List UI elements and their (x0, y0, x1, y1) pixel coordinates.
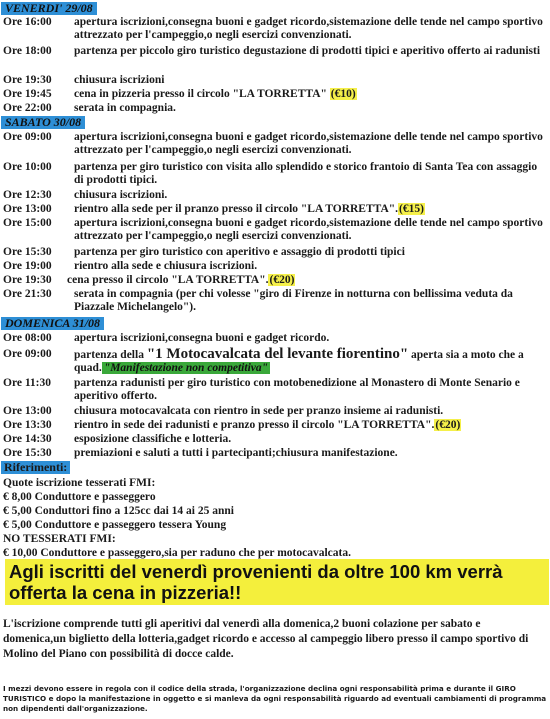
item-time: Ore 08:00 (3, 332, 52, 344)
item-time: Ore 19:30 (3, 74, 52, 86)
pizzeria-offer-banner: Agli iscritti del venerdì provenienti da oltre 100 km verrà offerta la cena in pizzeria!! (5, 559, 549, 605)
item-text: partenza per giro turistico con visita allo splendido e storico frantoio di Santa Tea con assaggio di prodotti tipici. (74, 161, 538, 186)
item-text: aperta sia a moto che a quad. (74, 349, 524, 374)
item-time: Ore 19:30 (3, 274, 52, 286)
item-text: serata in compagnia (per chi volesse "giro di Firenze in notturna con bellissima veduta da Piazzale Michelangelo"). (74, 288, 513, 313)
item-text: partenza per giro turistico con aperitivo e assaggio di prodotti tipici (74, 246, 405, 258)
saturday-header: SABATO 30/08 (1, 116, 85, 129)
item-time: Ore 21:30 (3, 288, 52, 300)
item-time: Ore 15:30 (3, 447, 52, 459)
item-time: Ore 19:45 (3, 88, 52, 100)
fee-line: NO TESSERATI FMI: (3, 533, 116, 545)
item-time: Ore 15:00 (3, 217, 52, 229)
item-text: chiusura iscrizioni. (74, 189, 168, 201)
item-text: premiazioni e saluti a tutti i partecipanti;chiusura manifestazione. (74, 447, 398, 459)
item-text: chiusura iscrizioni (74, 74, 165, 86)
item-text: cena in pizzeria presso il circolo "LA TORRETTA" (74, 88, 327, 100)
item-text: apertura iscrizioni,consegna buoni e gadget ricordo,sistemazione delle tende nel campo sportivo attrezzato per l'campeggio,o negli esercizi convenzionati. (74, 16, 543, 41)
item-time: Ore 16:00 (3, 16, 52, 28)
friday-header: VENERDI' 29/08 (1, 2, 97, 15)
item-time: Ore 09:00 (3, 348, 52, 360)
item-time: Ore 13:00 (3, 405, 52, 417)
item-text: rientro in sede dei radunisti e pranzo presso il circolo "LA TORRETTA". (74, 419, 435, 431)
item-text: partenza per piccolo giro turistico degustazione di prodotti tipici e aperitivo offerto ai radunisti (74, 45, 541, 57)
item-time: Ore 13:00 (3, 203, 52, 215)
item-text: partenza radunisti per giro turistico con motobenedizione al Monastero di Monte Senario e aperitivo offerto. (74, 377, 520, 402)
item-time: Ore 11:30 (3, 377, 52, 389)
item-time: Ore 14:30 (3, 433, 52, 445)
item-text: apertura iscrizioni,consegna buoni e gadget ricordo,sistemazione delle tende nel campo sportivo attrezzato per l'campeggio,o negli esercizi convenzionati. (74, 131, 543, 156)
item-text: chiusura motocavalcata con rientro in sede per pranzo insieme ai radunisti. (74, 405, 444, 417)
fee-line: € 5,00 Conduttori fino a 125cc dai 14 ai 25 anni (3, 505, 234, 517)
fee-line: € 10,00 Conduttore e passeggero,sia per raduno che per motocavalcata. (3, 547, 351, 559)
item-time: Ore 10:00 (3, 161, 52, 173)
sunday-header: DOMENICA 31/08 (1, 317, 104, 330)
price-badge: (€10) (330, 88, 356, 100)
item-text: cena presso il circolo "LA TORRETTA". (67, 274, 269, 286)
fee-line: € 5,00 Conduttore e passeggero tessera Young (3, 519, 227, 531)
price-badge: (€20) (269, 274, 295, 286)
item-text: rientro alla sede e chiusura iscrizioni. (74, 260, 258, 272)
price-badge: (€15) (399, 203, 424, 215)
fee-line: € 8,00 Conduttore e passeggero (3, 491, 156, 503)
disclaimer-footer: I mezzi devono essere in regola con il codice della strada, l'organizzazione declina ogni responsabilità prima e durante il GIRO TURISTICO e dopo la manifestazione in oggetto e si manleva da ogni responsabilità riguardo ad eventuali cambiamenti di programma non dipendenti dall'organizzazione. (3, 684, 547, 713)
item-text: esposizione classifiche e lotteria. (74, 433, 232, 445)
price-badge: (€20) (435, 419, 461, 431)
item-time: Ore 09:00 (3, 131, 52, 143)
item-text: apertura iscrizioni,consegna buoni e gadget ricordo,sistemazione delle tende nel campo sportivo attrezzato per l'campeggio,o negli esercizi convenzionati. (74, 217, 543, 242)
item-time: Ore 13:30 (3, 419, 52, 431)
item-time: Ore 15:30 (3, 246, 52, 258)
item-text: rientro alla sede per il pranzo presso il circolo "LA TORRETTA". (74, 203, 399, 215)
item-text: serata in compagnia. (74, 102, 176, 114)
references-header: Riferimenti: (1, 461, 70, 474)
item-text: partenza della (74, 349, 144, 361)
item-text: apertura iscrizioni,consegna buoni e gadget ricordo. (74, 332, 330, 344)
item-time: Ore 19:00 (3, 260, 52, 272)
item-time: Ore 22:00 (3, 102, 52, 114)
fee-line: Quote iscrizione tesserati FMI: (3, 477, 156, 489)
event-title: "1 Motocavalcata del levante fiorentino" (146, 346, 409, 362)
registration-description: L'iscrizione comprende tutti gli aperitivi dal venerdì alla domenica,2 buoni colazione per sabato e domenica,un biglietto della lotteria,gadget ricordo e accesso al campeggio libero presso il campo sportivo di Molino del Piano con possibilità di docce calde. (3, 618, 529, 660)
item-time: Ore 18:00 (3, 45, 52, 57)
item-time: Ore 12:30 (3, 189, 52, 201)
non-competitive-badge: "Manifestazione non competitiva" (103, 362, 269, 374)
